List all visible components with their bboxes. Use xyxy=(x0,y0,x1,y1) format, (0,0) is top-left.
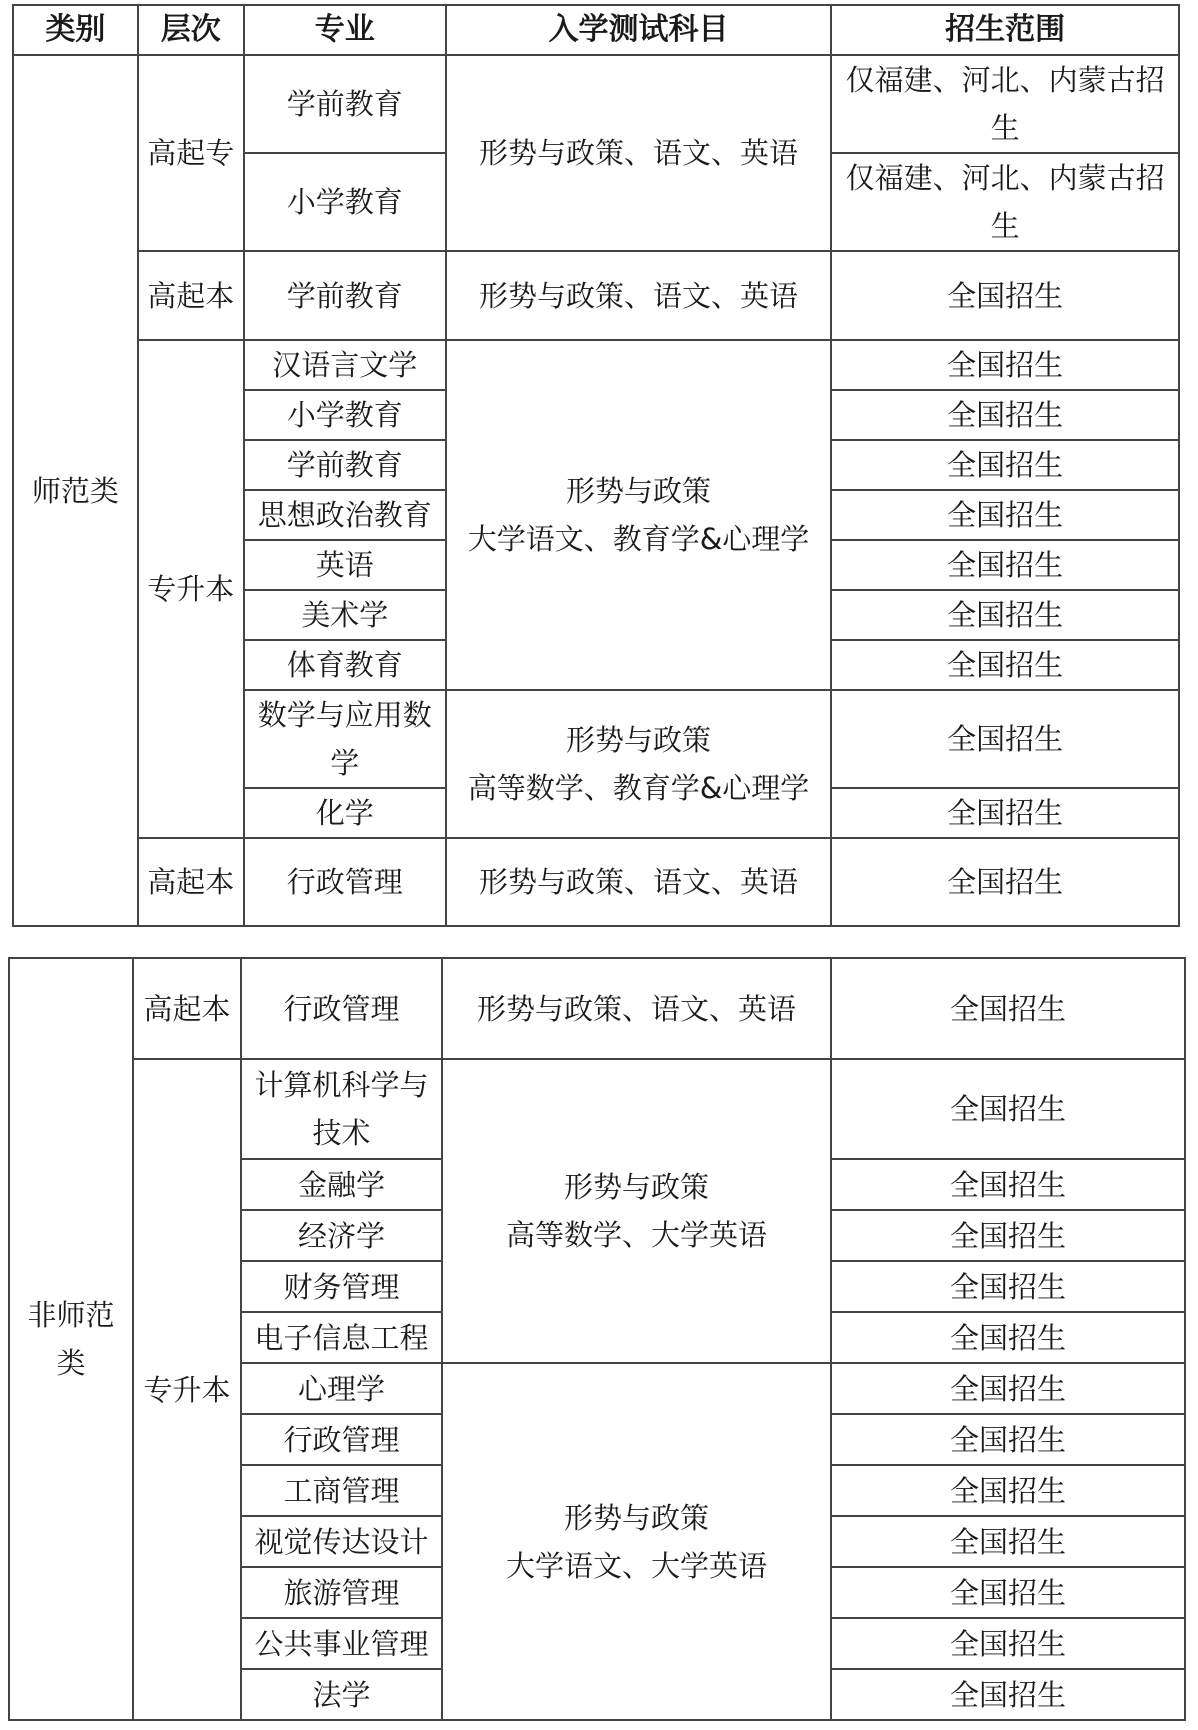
table-row xyxy=(9,958,1185,1059)
major-cell: 视觉传达设计 xyxy=(241,1516,442,1567)
major-cell: 法学 xyxy=(241,1669,442,1720)
major-cell: 行政管理 xyxy=(241,958,442,1059)
scope-cell: 全国招生 xyxy=(831,1059,1185,1159)
scope-cell: 全国招生 xyxy=(831,340,1179,390)
category-cell: 非师范类 xyxy=(9,958,133,1720)
scope-cell: 仅福建、河北、内蒙古招生 xyxy=(831,153,1179,251)
scope-cell: 全国招生 xyxy=(831,540,1179,590)
major-cell: 财务管理 xyxy=(241,1261,442,1312)
scope-cell: 全国招生 xyxy=(831,1363,1185,1414)
exam-line: 大学语文、教育学&心理学 xyxy=(467,522,810,556)
scope-cell: 全国招生 xyxy=(831,490,1179,540)
level-cell: 高起本 xyxy=(138,251,244,340)
major-cell: 学前教育 xyxy=(244,251,446,340)
scope-cell: 全国招生 xyxy=(831,251,1179,340)
major-cell: 电子信息工程 xyxy=(241,1312,442,1363)
level-cell: 高起本 xyxy=(138,838,244,926)
exam-cell xyxy=(446,690,831,838)
major-cell: 体育教育 xyxy=(244,640,446,690)
major-cell: 计算机科学与技术 xyxy=(241,1059,442,1159)
scope-cell: 全国招生 xyxy=(831,1159,1185,1210)
major-cell: 金融学 xyxy=(241,1159,442,1210)
major-cell: 汉语言文学 xyxy=(244,340,446,390)
major-cell: 公共事业管理 xyxy=(241,1618,442,1669)
major-cell: 数学与应用数学 xyxy=(244,690,446,788)
scope-cell: 全国招生 xyxy=(831,1261,1185,1312)
scope-cell: 全国招生 xyxy=(831,590,1179,640)
header-row xyxy=(13,5,1179,55)
scope-cell: 全国招生 xyxy=(831,1210,1185,1261)
exam-line: 形势与政策 xyxy=(565,474,711,508)
exam-cell: 形势与政策、语文、英语 xyxy=(446,838,831,926)
scope-cell: 全国招生 xyxy=(831,1465,1185,1516)
teacher-admission-table xyxy=(12,4,1180,927)
exam-cell: 形势与政策、语文、英语 xyxy=(442,958,831,1059)
exam-cell: 形势与政策、语文、英语 xyxy=(446,55,831,251)
major-cell: 化学 xyxy=(244,788,446,838)
major-cell: 经济学 xyxy=(241,1210,442,1261)
scope-cell: 仅福建、河北、内蒙古招生 xyxy=(831,55,1179,153)
scope-cell: 全国招生 xyxy=(831,440,1179,490)
scope-cell: 全国招生 xyxy=(831,640,1179,690)
header-major: 专业 xyxy=(244,5,446,55)
table-row xyxy=(13,251,1179,340)
exam-cell xyxy=(442,1059,831,1363)
exam-cell: 形势与政策、语文、英语 xyxy=(446,251,831,340)
level-cell: 专升本 xyxy=(138,340,244,838)
major-cell: 小学教育 xyxy=(244,390,446,440)
exam-line: 形势与政策 xyxy=(563,1500,709,1535)
scope-cell: 全国招生 xyxy=(831,1516,1185,1567)
table-row xyxy=(13,340,1179,390)
major-cell: 思想政治教育 xyxy=(244,490,446,540)
major-cell: 心理学 xyxy=(241,1363,442,1414)
non-teacher-admission-table xyxy=(8,957,1186,1721)
major-cell: 学前教育 xyxy=(244,55,446,153)
scope-cell: 全国招生 xyxy=(831,1567,1185,1618)
major-cell: 行政管理 xyxy=(244,838,446,926)
scope-cell: 全国招生 xyxy=(831,788,1179,838)
level-cell: 高起专 xyxy=(138,55,244,251)
major-cell: 工商管理 xyxy=(241,1465,442,1516)
exam-cell xyxy=(442,1363,831,1720)
scope-cell: 全国招生 xyxy=(831,1312,1185,1363)
exam-line: 高等数学、大学英语 xyxy=(505,1218,767,1252)
table-row xyxy=(13,838,1179,926)
exam-line: 形势与政策 xyxy=(565,723,711,757)
major-cell: 行政管理 xyxy=(241,1414,442,1465)
major-cell: 美术学 xyxy=(244,590,446,640)
scope-cell: 全国招生 xyxy=(831,958,1185,1059)
major-cell: 学前教育 xyxy=(244,440,446,490)
scope-cell: 全国招生 xyxy=(831,1669,1185,1720)
header-scope: 招生范围 xyxy=(831,5,1179,55)
level-cell: 高起本 xyxy=(133,958,241,1059)
scope-cell: 全国招生 xyxy=(831,838,1179,926)
level-cell: 专升本 xyxy=(133,1059,241,1720)
scope-cell: 全国招生 xyxy=(831,690,1179,788)
exam-line: 大学语文、大学英语 xyxy=(505,1548,767,1583)
scope-cell: 全国招生 xyxy=(831,1414,1185,1465)
exam-cell xyxy=(446,340,831,690)
exam-line: 形势与政策 xyxy=(563,1170,709,1204)
major-cell: 小学教育 xyxy=(244,153,446,251)
scope-cell: 全国招生 xyxy=(831,390,1179,440)
major-cell: 旅游管理 xyxy=(241,1567,442,1618)
exam-line: 高等数学、教育学&心理学 xyxy=(467,771,810,805)
table-row xyxy=(13,55,1179,153)
header-exam: 入学测试科目 xyxy=(446,5,831,55)
header-level: 层次 xyxy=(138,5,244,55)
header-category: 类别 xyxy=(13,5,138,55)
major-cell: 英语 xyxy=(244,540,446,590)
category-cell: 师范类 xyxy=(13,55,138,926)
table-row xyxy=(9,1059,1185,1159)
scope-cell: 全国招生 xyxy=(831,1618,1185,1669)
